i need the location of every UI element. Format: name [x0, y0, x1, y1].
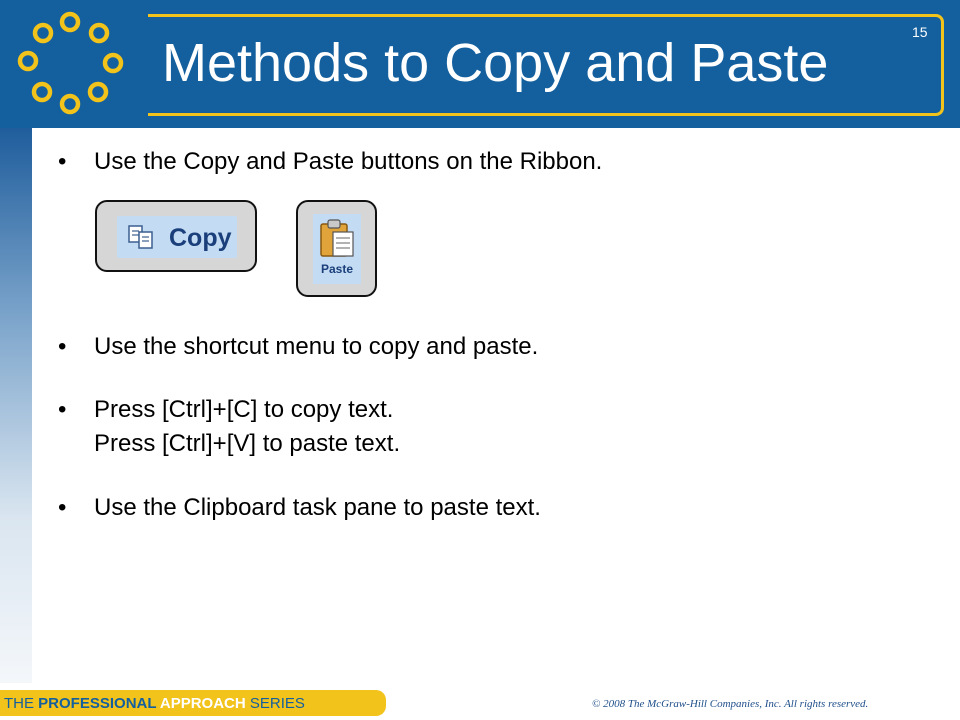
bullet-dot: • — [58, 333, 67, 360]
bullet-text: Use the Clipboard task pane to paste text. — [94, 494, 541, 521]
series-banner — [0, 690, 386, 716]
paste-button-face — [313, 214, 361, 284]
slide-number: 15 — [912, 24, 928, 40]
side-gradient-bar — [0, 128, 32, 683]
bullet-text: Press [Ctrl]+[V] to paste text. — [94, 430, 401, 457]
bullet-text: Use the Copy and Paste buttons on the Ribbon. — [94, 148, 603, 175]
copy-icon — [127, 224, 157, 250]
series-professional: PROFESSIONAL — [38, 695, 157, 712]
series-approach: APPROACH — [156, 695, 246, 712]
bullet-text: Use the shortcut menu to copy and paste. — [94, 333, 539, 360]
bullet-text: Press [Ctrl]+[C] to copy text. — [94, 396, 394, 423]
copy-button-face — [117, 216, 237, 258]
copyright-notice: © 2008 The McGraw-Hill Companies, Inc. All rights reserved. — [592, 698, 869, 710]
series-label — [4, 695, 305, 712]
circles-logo-icon — [14, 10, 126, 118]
copy-button[interactable] — [95, 200, 257, 272]
bullet-dot: • — [58, 494, 67, 521]
clipboard-icon — [317, 218, 357, 260]
series-prefix: THE — [4, 695, 39, 712]
paste-button[interactable] — [296, 200, 377, 297]
bullet-dot: • — [58, 396, 67, 423]
series-suffix: SERIES — [245, 695, 305, 712]
page-title: Methods to Copy and Paste — [162, 33, 829, 93]
copy-button-label: Copy — [169, 224, 232, 252]
bullet-dot: • — [58, 148, 67, 175]
paste-button-label: Paste — [320, 262, 354, 276]
